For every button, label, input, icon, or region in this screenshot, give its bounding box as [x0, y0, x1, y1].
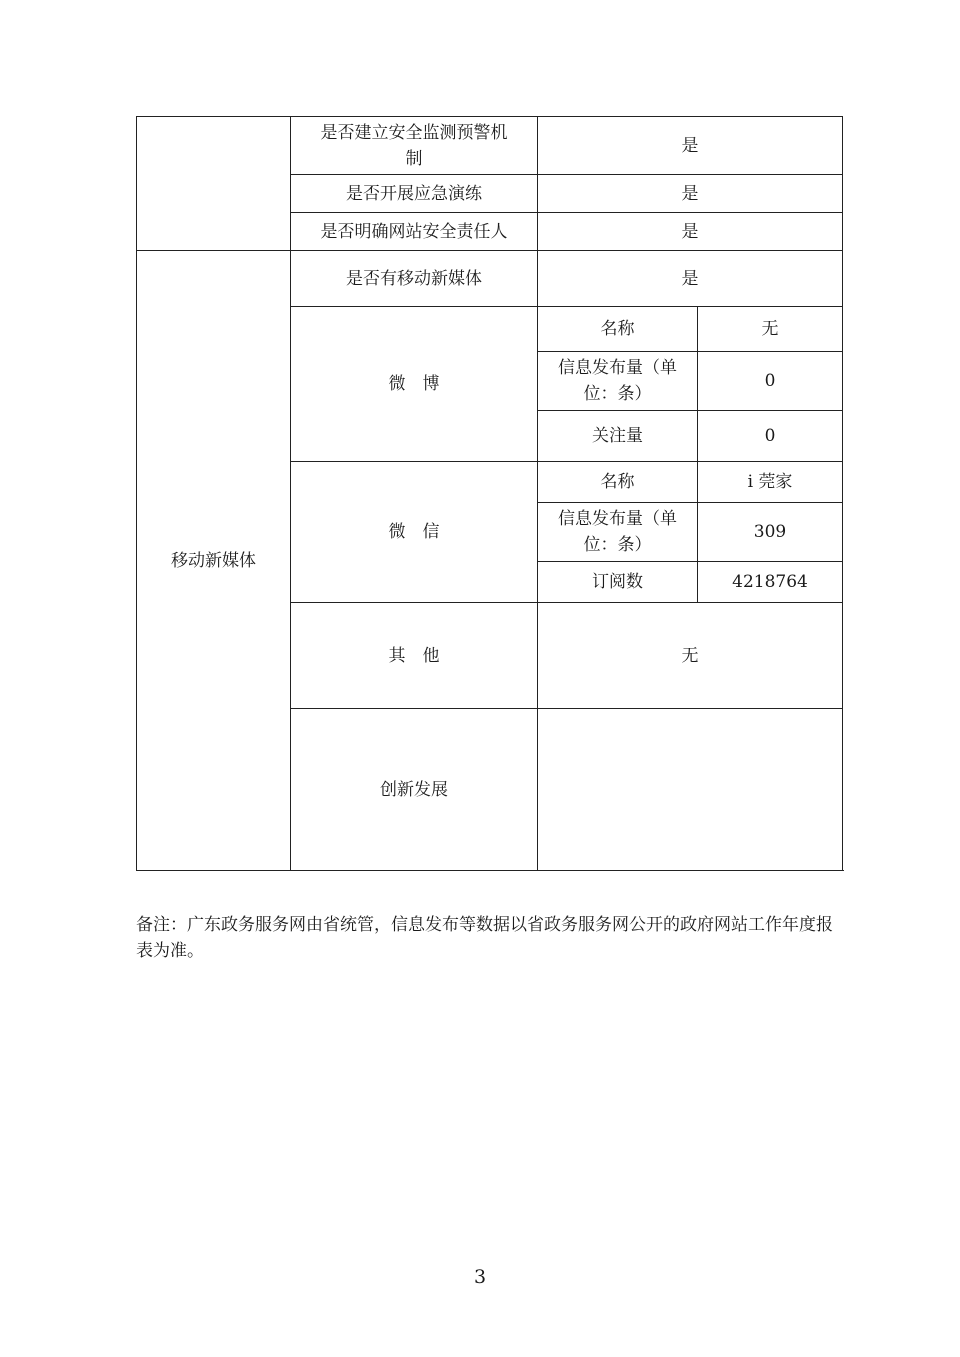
wechat-label: 微 信: [291, 462, 538, 603]
drill-value: 是: [538, 175, 843, 213]
monitoring-label: 是否建立安全监测预警机制: [291, 117, 538, 175]
wechat-posts-value: 309: [698, 503, 843, 562]
other-label: 其 他: [291, 603, 538, 709]
other-value: 无: [538, 603, 843, 709]
weibo-posts-label: 信息发布量（单位：条）: [538, 352, 698, 411]
footnote: 备注：广东政务服务网由省统管，信息发布等数据以省政务服务网公开的政府网站工作年度报表为准。: [136, 915, 833, 961]
has-mobile-label: 是否有移动新媒体: [291, 251, 538, 307]
innovation-label: 创新发展: [291, 709, 538, 871]
has-mobile-value: 是: [538, 251, 843, 307]
page-number: 3: [473, 1266, 487, 1288]
monitoring-value: 是: [538, 117, 843, 175]
drill-label: 是否开展应急演练: [291, 175, 538, 213]
wechat-subscribers-value: 4218764: [698, 562, 843, 603]
weibo-followers-value: 0: [698, 411, 843, 462]
table-row: [137, 251, 843, 307]
wechat-name-value: i 莞家: [698, 462, 843, 503]
innovation-value: [538, 709, 843, 871]
wechat-subscribers-label: 订阅数: [538, 562, 698, 603]
responsible-value: 是: [538, 213, 843, 251]
table-row: [137, 117, 843, 175]
wechat-name-label: 名称: [538, 462, 698, 503]
weibo-followers-label: 关注量: [538, 411, 698, 462]
weibo-label: 微 博: [291, 307, 538, 462]
weibo-name-value: 无: [698, 307, 843, 352]
responsible-label: 是否明确网站安全责任人: [291, 213, 538, 251]
wechat-posts-label: 信息发布量（单位：条）: [538, 503, 698, 562]
weibo-name-label: 名称: [538, 307, 698, 352]
security-section-cell: [137, 117, 291, 251]
report-table: [136, 116, 843, 871]
weibo-posts-value: 0: [698, 352, 843, 411]
mobile-media-section-label: 移动新媒体: [137, 251, 291, 871]
